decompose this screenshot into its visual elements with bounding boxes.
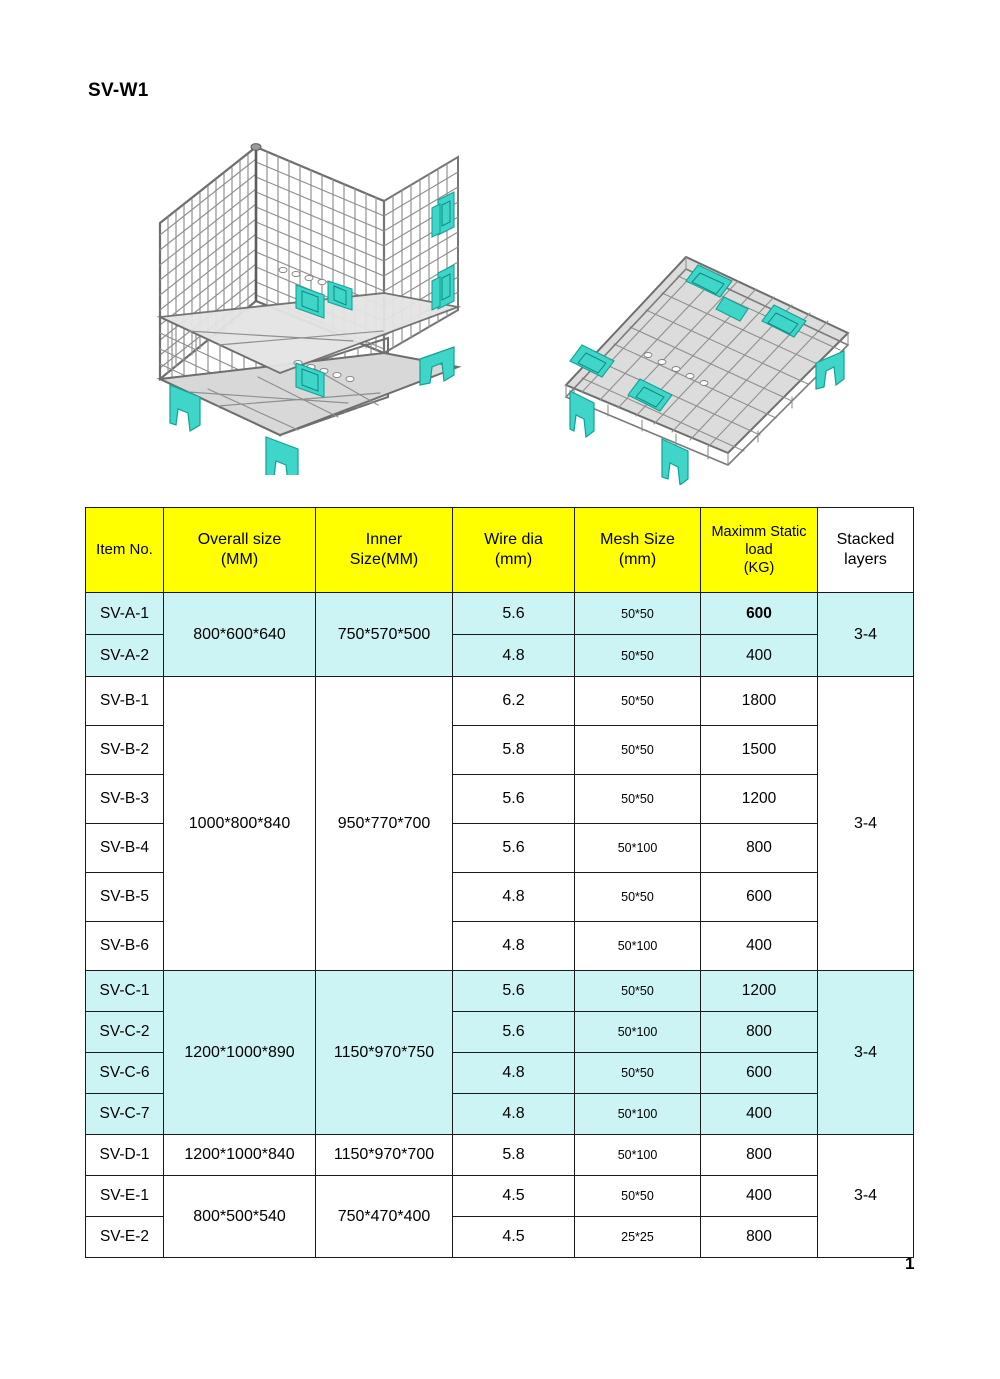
table-row — [86, 971, 914, 1012]
specifications-table — [85, 507, 914, 1258]
table-row — [86, 677, 914, 726]
wire-container-folded-figure — [548, 235, 878, 485]
cell-max-static-load: 400 — [701, 1094, 818, 1135]
cell-item-no: SV-B-3 — [86, 775, 164, 824]
cell-stacked-layers: 3-4 — [818, 1135, 914, 1258]
cell-item-no: SV-B-1 — [86, 677, 164, 726]
cell-max-static-load: 1200 — [701, 775, 818, 824]
wire-container-open-figure — [148, 105, 488, 475]
cell-overall-size: 800*600*640 — [164, 593, 316, 677]
cell-mesh-size: 50*50 — [575, 1053, 701, 1094]
cell-wire-dia: 5.6 — [453, 775, 575, 824]
cell-inner-size: 950*770*700 — [316, 677, 453, 971]
header-label-line2: layers — [844, 551, 887, 568]
cell-mesh-size: 50*100 — [575, 1094, 701, 1135]
cell-inner-size: 750*570*500 — [316, 593, 453, 677]
cell-max-static-load: 800 — [701, 1012, 818, 1053]
cell-wire-dia: 5.6 — [453, 824, 575, 873]
cell-max-static-load: 600 — [701, 873, 818, 922]
cell-mesh-size: 50*50 — [575, 1176, 701, 1217]
column-header-overall-size — [164, 508, 316, 593]
header-label-line2: load — [745, 541, 773, 558]
cell-item-no: SV-B-2 — [86, 726, 164, 775]
column-header-wire-dia — [453, 508, 575, 593]
cell-mesh-size: 50*100 — [575, 1012, 701, 1053]
cell-wire-dia: 4.8 — [453, 922, 575, 971]
cell-mesh-size: 50*50 — [575, 971, 701, 1012]
header-label-line2: (MM) — [220, 551, 259, 568]
cell-max-static-load: 800 — [701, 1135, 818, 1176]
column-header-stacked-layers — [818, 508, 914, 593]
cell-item-no: SV-B-4 — [86, 824, 164, 873]
cell-item-no: SV-A-1 — [86, 593, 164, 635]
header-label-line2: (mm) — [494, 551, 533, 568]
header-label-line1: Wire dia — [484, 531, 543, 548]
cell-wire-dia: 4.8 — [453, 873, 575, 922]
header-label-line1: Mesh Size — [600, 531, 675, 548]
cell-mesh-size: 25*25 — [575, 1217, 701, 1258]
cell-overall-size: 1200*1000*840 — [164, 1135, 316, 1176]
header-label-line1: Maximm Static — [711, 523, 807, 540]
header-label-line1: Overall size — [197, 531, 282, 548]
cell-overall-size: 1200*1000*890 — [164, 971, 316, 1135]
product-illustrations — [0, 105, 1000, 485]
cell-inner-size: 1150*970*700 — [316, 1135, 453, 1176]
cell-wire-dia: 5.6 — [453, 971, 575, 1012]
column-header-item-no — [86, 508, 164, 593]
header-label-line3: (KG) — [743, 560, 775, 577]
cell-item-no: SV-C-6 — [86, 1053, 164, 1094]
cell-mesh-size: 50*50 — [575, 873, 701, 922]
cell-mesh-size: 50*50 — [575, 677, 701, 726]
cell-max-static-load: 400 — [701, 635, 818, 677]
cell-stacked-layers: 3-4 — [818, 971, 914, 1135]
cell-wire-dia: 4.5 — [453, 1217, 575, 1258]
cell-max-static-load: 1800 — [701, 677, 818, 726]
cell-item-no: SV-E-2 — [86, 1217, 164, 1258]
table-row — [86, 593, 914, 635]
cell-item-no: SV-D-1 — [86, 1135, 164, 1176]
cell-mesh-size: 50*50 — [575, 635, 701, 677]
cell-item-no: SV-B-6 — [86, 922, 164, 971]
cell-overall-size: 1000*800*840 — [164, 677, 316, 971]
column-header-mesh-size — [575, 508, 701, 593]
table-row — [86, 1135, 914, 1176]
cell-mesh-size: 50*50 — [575, 593, 701, 635]
cell-wire-dia: 4.5 — [453, 1176, 575, 1217]
cell-item-no: SV-C-7 — [86, 1094, 164, 1135]
cell-inner-size: 1150*970*750 — [316, 971, 453, 1135]
cell-max-static-load: 1500 — [701, 726, 818, 775]
header-label-line2: (mm) — [618, 551, 657, 568]
cell-mesh-size: 50*100 — [575, 1135, 701, 1176]
column-header-inner-size — [316, 508, 453, 593]
cell-inner-size: 750*470*400 — [316, 1176, 453, 1258]
cell-wire-dia: 4.8 — [453, 635, 575, 677]
cell-mesh-size: 50*100 — [575, 922, 701, 971]
cell-max-static-load: 600 — [701, 593, 818, 635]
cell-max-static-load: 1200 — [701, 971, 818, 1012]
table-body — [86, 593, 914, 1258]
cell-max-static-load: 800 — [701, 1217, 818, 1258]
cell-item-no: SV-E-1 — [86, 1176, 164, 1217]
page-number: 1 — [905, 1254, 915, 1273]
cell-mesh-size: 50*50 — [575, 726, 701, 775]
cell-wire-dia: 5.8 — [453, 726, 575, 775]
cell-item-no: SV-C-2 — [86, 1012, 164, 1053]
cell-wire-dia: 5.8 — [453, 1135, 575, 1176]
table-row — [86, 1176, 914, 1217]
cell-wire-dia: 6.2 — [453, 677, 575, 726]
cell-max-static-load: 400 — [701, 922, 818, 971]
cell-overall-size: 800*500*540 — [164, 1176, 316, 1258]
cell-wire-dia: 4.8 — [453, 1053, 575, 1094]
cell-mesh-size: 50*100 — [575, 824, 701, 873]
cell-item-no: SV-C-1 — [86, 971, 164, 1012]
cell-stacked-layers: 3-4 — [818, 677, 914, 971]
cell-wire-dia: 5.6 — [453, 593, 575, 635]
page-title: SV-W1 — [88, 80, 149, 101]
cell-wire-dia: 5.6 — [453, 1012, 575, 1053]
header-label-line1: Stacked — [836, 531, 895, 548]
cell-mesh-size: 50*50 — [575, 775, 701, 824]
cell-item-no: SV-B-5 — [86, 873, 164, 922]
cell-max-static-load: 800 — [701, 824, 818, 873]
cell-wire-dia: 4.8 — [453, 1094, 575, 1135]
table-header-row — [86, 508, 914, 593]
column-header-max-static-load — [701, 508, 818, 593]
header-label-line2: Size(MM) — [349, 551, 419, 568]
cell-item-no: SV-A-2 — [86, 635, 164, 677]
cell-max-static-load: 600 — [701, 1053, 818, 1094]
cell-max-static-load: 400 — [701, 1176, 818, 1217]
cell-stacked-layers: 3-4 — [818, 593, 914, 677]
header-label: Item No. — [96, 540, 153, 558]
header-label-line1: Inner — [365, 531, 403, 548]
